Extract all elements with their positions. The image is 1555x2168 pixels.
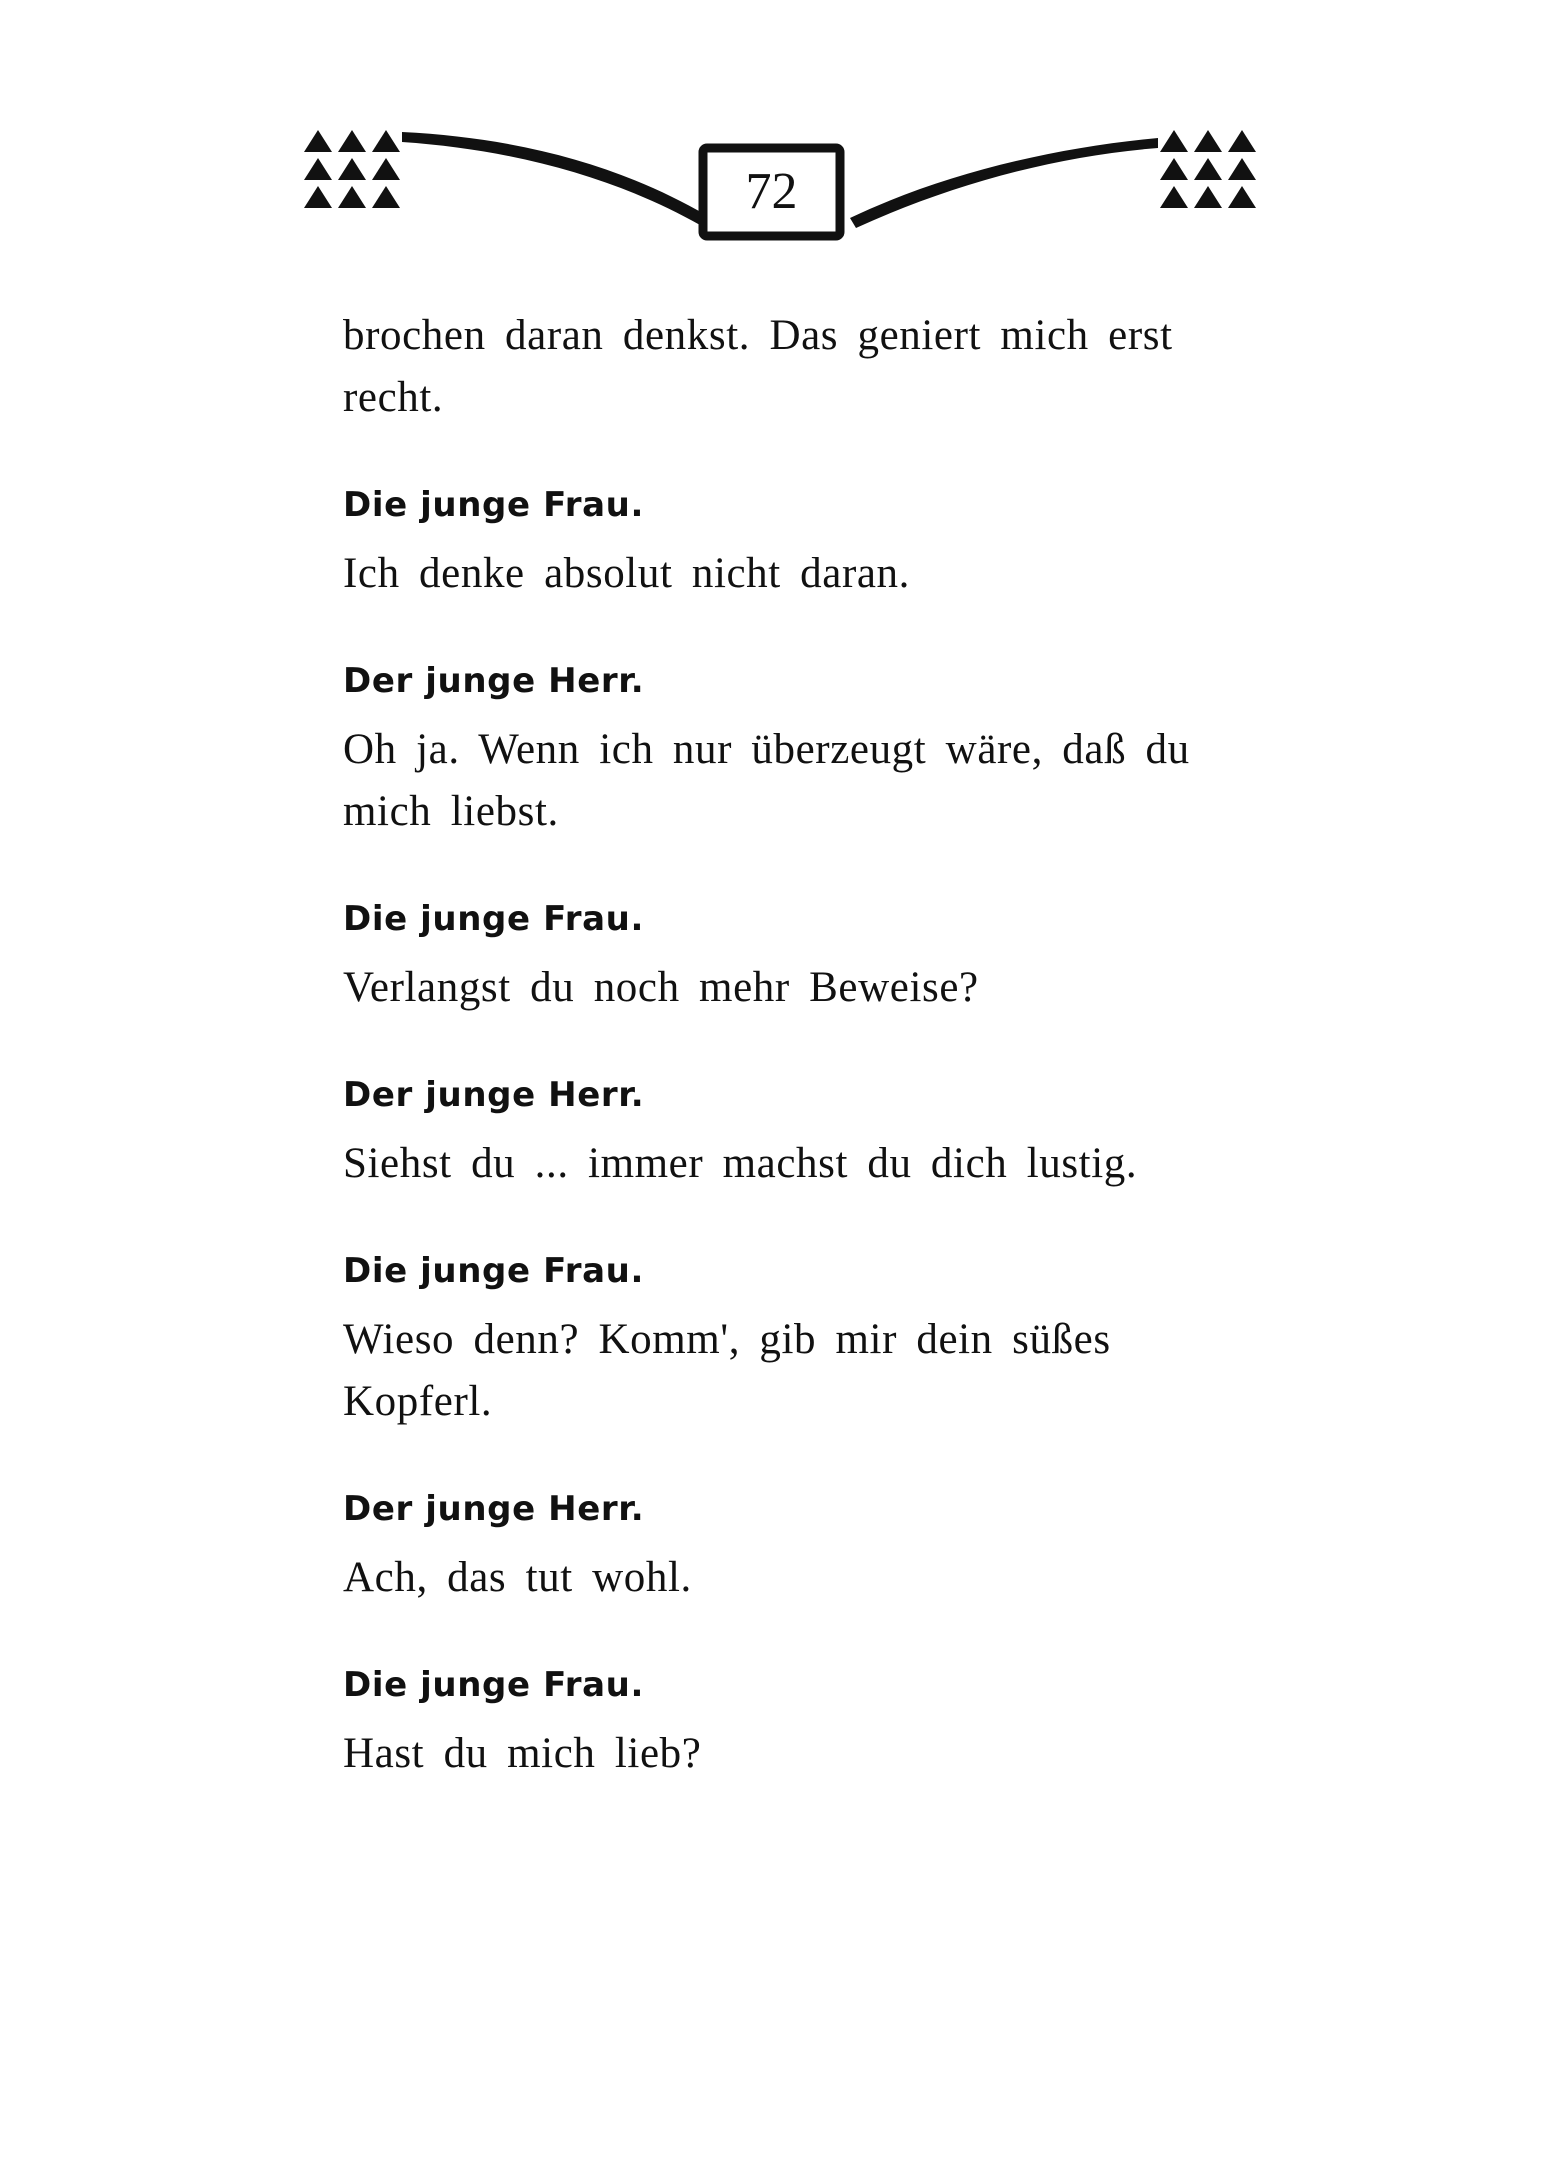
dialogue-entry bbox=[343, 651, 1223, 843]
left-spade-cluster-icon bbox=[304, 130, 400, 208]
dialogue-entry bbox=[343, 475, 1223, 605]
right-spade-cluster-icon bbox=[1160, 130, 1256, 208]
text-block bbox=[343, 305, 1223, 1831]
spoken-line: Verlangst du noch mehr Beweise? bbox=[343, 964, 979, 1011]
dialogue-entry bbox=[343, 1655, 1223, 1785]
speaker-label: Der junge Herr. bbox=[343, 1075, 645, 1115]
spoken-line: Siehst du ... immer machst du dich lustig. bbox=[343, 1140, 1138, 1187]
spoken-line: Wieso denn? Komm', gib mir dein süßes Kopferl. bbox=[343, 1316, 1111, 1425]
opening-text: brochen daran denkst. Das geniert mich erst recht. bbox=[343, 312, 1173, 421]
page-number: 72 bbox=[745, 163, 798, 220]
dialogue-entry bbox=[343, 1065, 1223, 1195]
left-curved-band bbox=[402, 132, 706, 225]
dialogue-entry bbox=[343, 1241, 1223, 1433]
speaker-label: Die junge Frau. bbox=[343, 1665, 644, 1705]
spoken-line: Hast du mich lieb? bbox=[343, 1730, 702, 1777]
speaker-label: Die junge Frau. bbox=[343, 899, 644, 939]
right-curved-band bbox=[850, 138, 1158, 228]
speaker-label: Die junge Frau. bbox=[343, 485, 644, 525]
speaker-label: Der junge Herr. bbox=[343, 661, 645, 701]
dialogue-entry bbox=[343, 889, 1223, 1019]
spoken-line: Oh ja. Wenn ich nur überzeugt wäre, daß du mich liebst. bbox=[343, 726, 1190, 835]
spoken-line: Ach, das tut wohl. bbox=[343, 1554, 692, 1601]
spoken-line: Ich denke absolut nicht daran. bbox=[343, 550, 911, 597]
speaker-label: Der junge Herr. bbox=[343, 1489, 645, 1529]
speaker-label: Die junge Frau. bbox=[343, 1251, 644, 1291]
dialogue-entry bbox=[343, 1479, 1223, 1609]
